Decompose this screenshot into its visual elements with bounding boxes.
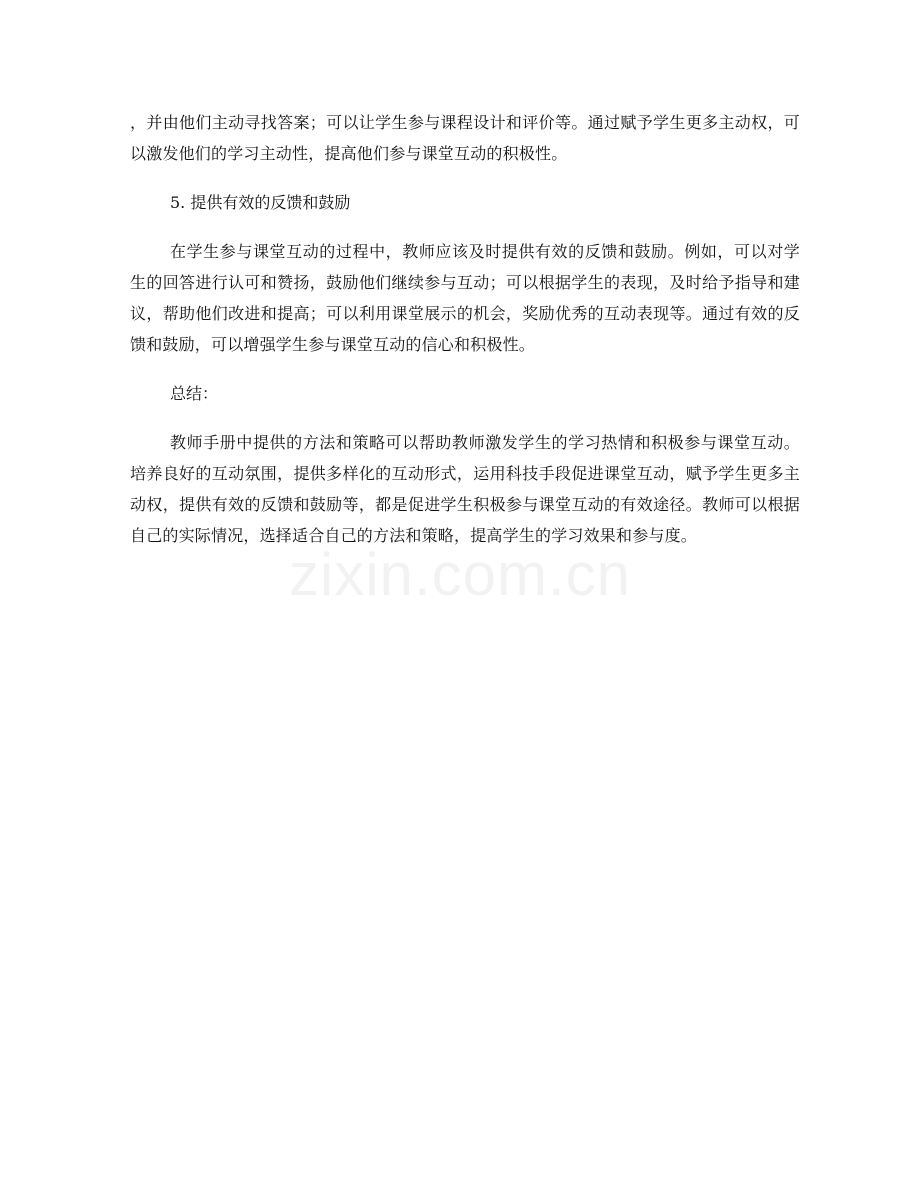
section-heading-5: 5. 提供有效的反馈和鼓励 bbox=[170, 193, 351, 212]
summary-label: 总结： bbox=[170, 384, 219, 403]
paragraph-feedback: 在学生参与课堂互动的过程中，教师应该及时提供有效的反馈和鼓励。例如，可以对学生的回答进行认可和赞扬，鼓励他们继续参与互动；可以根据学生的表现，及时给予指导和建议，帮助他们改进和提高；可以利用课堂展示的机会，奖励优秀的互动表现等。通过有效的反馈和鼓励，可以增强学生参与课堂互动的信心和积极性。 bbox=[130, 242, 800, 354]
paragraph-summary: 教师手册中提供的方法和策略可以帮助教师激发学生的学习热情和积极参与课堂互动。培养良好的互动氛围，提供多样化的互动形式，运用科技手段促进课堂互动，赋予学生更多主动权，提供有效的反馈和鼓励等，都是促进学生积极参与课堂互动的有效途径。教师可以根据自己的实际情况，选择适合自己的方法和策略，提高学生的学习效果和参与度。 bbox=[130, 433, 800, 545]
paragraph-gap bbox=[130, 360, 800, 378]
watermark: zixin.com.cn bbox=[288, 541, 632, 608]
document-body bbox=[130, 107, 800, 551]
paragraph-gap bbox=[130, 409, 800, 427]
paragraph-gap bbox=[130, 169, 800, 187]
paragraph-gap bbox=[130, 218, 800, 236]
paragraph-continuation: ，并由他们主动寻找答案；可以让学生参与课程设计和评价等。通过赋予学生更多主动权，可以激发他们的学习主动性，提高他们参与课堂互动的积极性。 bbox=[130, 113, 800, 163]
